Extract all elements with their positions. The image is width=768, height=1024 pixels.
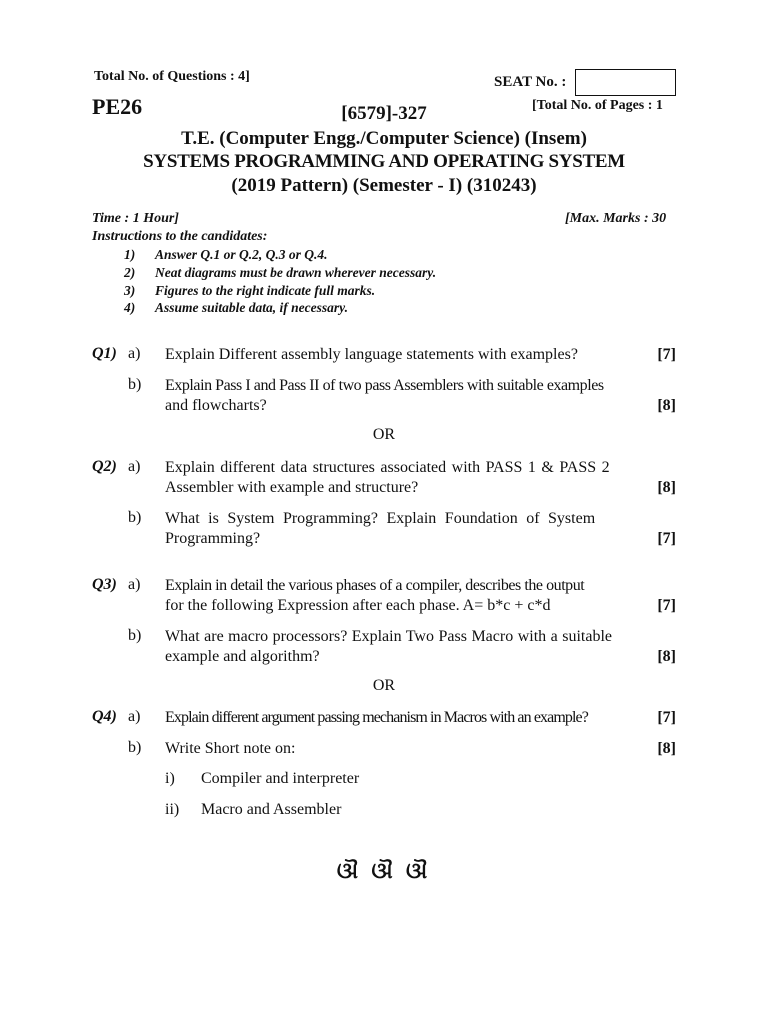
question-text: Explain in detail the various phases of a compiler, describes the output [165,577,585,594]
question-number-q3: Q3) [92,576,117,593]
question-text: example and algorithm? [165,648,320,665]
instruction-number: 1) [124,247,136,262]
paper-number: [6579]-327 [341,103,427,124]
or-separator: OR [372,426,396,443]
marks-badge: [8] [657,740,676,757]
instruction-text: Assume suitable data, if necessary. [155,300,349,315]
subitem-label: ii) [165,801,180,818]
marks-badge: [7] [657,709,676,726]
subject-title: SYSTEMS PROGRAMMING AND OPERATING SYSTEM [143,151,625,172]
instruction-item [124,265,436,281]
total-questions: Total No. of Questions : 4] [94,69,250,84]
subitem-text: Macro and Assembler [201,801,342,818]
time-duration: Time : 1 Hour] [92,211,179,226]
instruction-item [124,247,328,263]
marks-badge: [8] [657,479,676,496]
subitem-text: Compiler and interpreter [201,770,360,787]
question-text: Explain Different assembly language statements with examples? [165,346,578,363]
part-label: b) [128,739,142,756]
part-label: a) [128,708,141,725]
marks-badge: [7] [657,597,676,614]
part-label: a) [128,345,141,362]
total-pages: [Total No. of Pages : 1 [532,98,663,113]
question-text: Explain different data structures associated with PASS 1 & PASS 2 [165,459,610,476]
instruction-number: 3) [124,283,136,298]
part-label: b) [128,627,142,644]
instruction-number: 2) [124,265,136,280]
question-text: Programming? [165,530,261,547]
part-label: a) [128,458,141,475]
instruction-number: 4) [124,300,136,315]
seat-number-label: SEAT No. : [494,74,567,90]
max-marks: [Max. Marks : 30 [565,211,667,226]
question-number-q4: Q4) [92,708,117,725]
part-label: b) [128,509,142,526]
instruction-item [124,300,348,316]
marks-badge: [8] [657,397,676,414]
course-title: T.E. (Computer Engg./Computer Science) (Insem) [181,128,587,149]
instruction-text: Figures to the right indicate full marks. [155,283,376,298]
part-label: a) [128,576,141,593]
question-text: and flowcharts? [165,397,267,414]
question-text: What is System Programming? Explain Foundation of System [165,510,596,527]
marks-badge: [8] [657,648,676,665]
question-text: Explain different argument passing mechanism in Macros with an example? [165,709,588,726]
instruction-text: Neat diagrams must be drawn wherever necessary. [155,265,437,280]
end-of-paper-ornament: ଔ ଔ ଔ [336,858,432,883]
seat-number-box[interactable] [575,69,676,96]
question-text: Assembler with example and structure? [165,479,419,496]
pattern-semester: (2019 Pattern) (Semester - I) (310243) [231,175,537,196]
question-text: Write Short note on: [165,740,296,757]
question-number-q1: Q1) [92,345,117,362]
paper-code: PE26 [92,94,143,119]
question-text: for the following Expression after each phase. A= b*c + c*d [165,597,551,614]
marks-badge: [7] [657,346,676,363]
instructions-heading: Instructions to the candidates: [92,229,268,244]
part-label: b) [128,376,142,393]
marks-badge: [7] [657,530,676,547]
question-number-q2: Q2) [92,458,117,475]
instruction-text: Answer Q.1 or Q.2, Q.3 or Q.4. [155,247,328,262]
question-text: Explain Pass I and Pass II of two pass Assemblers with suitable examples [165,377,604,394]
question-text: What are macro processors? Explain Two Pass Macro with a suitable [165,628,613,645]
instruction-item [124,283,375,299]
subitem-label: i) [165,770,175,787]
or-separator: OR [372,677,396,694]
